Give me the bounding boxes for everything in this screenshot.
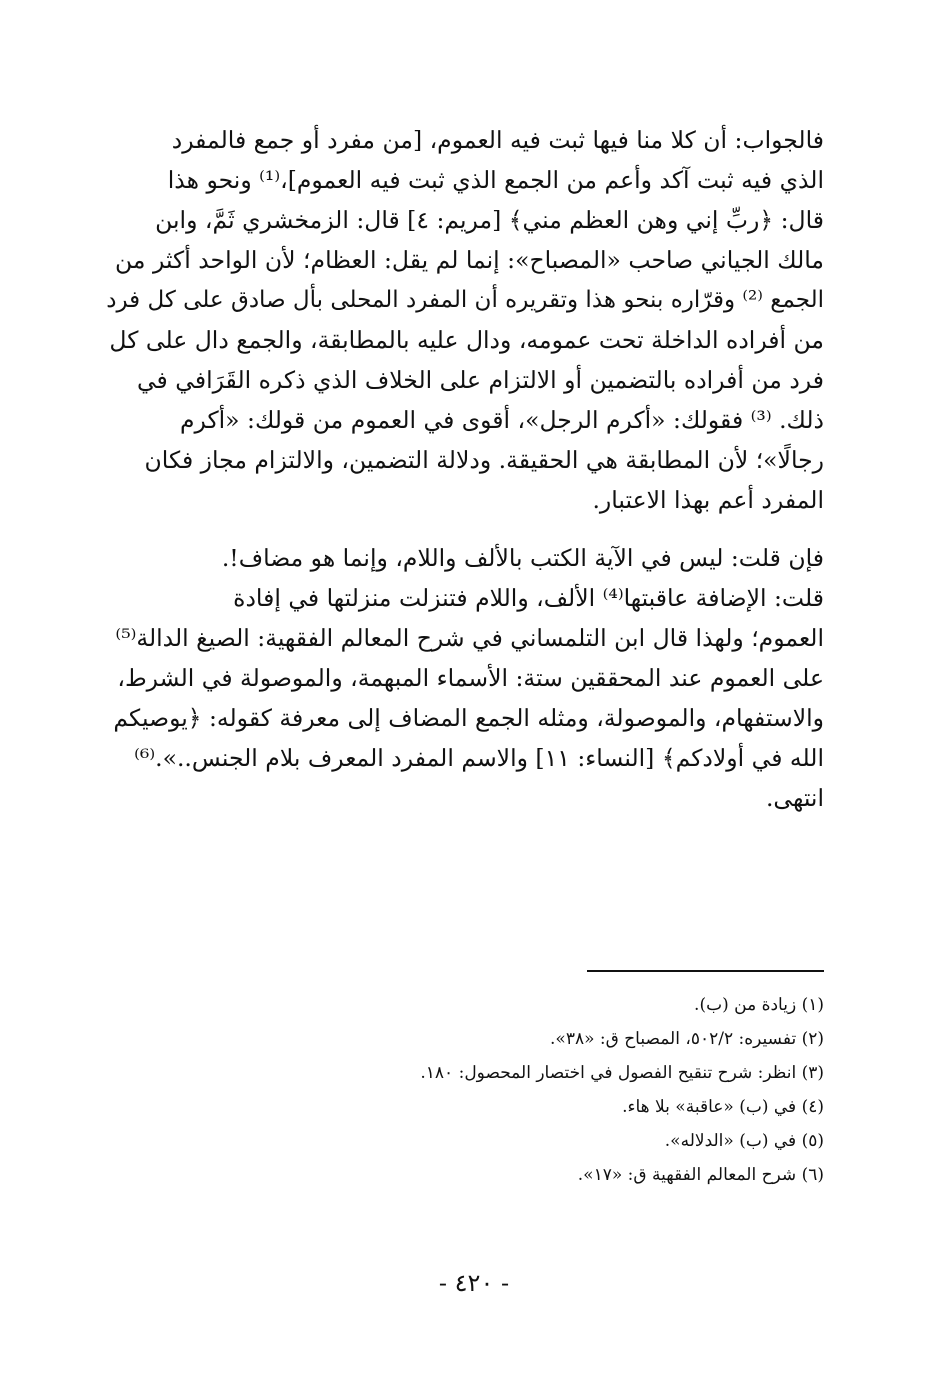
footnotes (300, 988, 824, 1192)
footnote: (٦) شرح المعالم الفقهية ق: «١٧». (577, 1165, 824, 1185)
footnote: (٢) تفسيره: ٥٠٢/٢، المصباح ق: «٣٨». (550, 1029, 824, 1049)
paragraph-gap (104, 520, 824, 538)
text-line: الذي فيه ثبت آكد وأعم من الجمع الذي ثبت فيه العموم]،⁽¹⁾ ونحو هذا (167, 166, 824, 194)
text-line: المفرد أعم بهذا الاعتبار. (592, 486, 824, 514)
text-line: فرد من أفراده بالتضمين أو الالتزام على الخلاف الذي ذكره القَرَافي في (136, 366, 824, 394)
text-line: رجالًا»؛ لأن المطابقة هي الحقيقة. ودلالة التضمين، والالتزام مجاز فكان (144, 446, 824, 474)
footnote: (٤) في (ب) «عاقبة» بلا هاء. (622, 1097, 824, 1117)
text-line: فإن قلت: ليس في الآية الكتب بالألف واللام، وإنما هو مضاف!. (221, 544, 824, 572)
text-line: مالك الجياني صاحب «المصباح»: إنما لم يقل: العظام؛ لأن الواحد أكثر من (115, 246, 824, 274)
footnote: (٣) انظر: شرح تنقيح الفصول في اختصار المحصول: ١٨٠. (420, 1063, 824, 1083)
footnote: (١) زيادة من (ب). (694, 995, 824, 1015)
page-number: - ٤٢٠ - (438, 1269, 510, 1297)
text-line: قلت: الإضافة عاقبتها⁽⁴⁾ الألف، واللام فتنزلت منزلتها في إفادة (233, 584, 824, 612)
footnote: (٥) في (ب) «الدلاله». (664, 1131, 824, 1151)
text-line: فالجواب: أن كلا منا فيها ثبت فيه العموم، [من مفرد أو جمع فالمفرد (171, 126, 824, 154)
text-line: الجمع ⁽²⁾ وقرّاره بنحو هذا وتقريره أن المفرد المحلى بأل صادق على كل فرد (106, 287, 824, 313)
text-line: قال: ﴿ربِّ إني وهن العظم مني﴾ [مريم: ٤] قال: الزمخشري ثَمَّ، وابن (155, 206, 824, 234)
text-line: ذلك. ⁽³⁾ فقولك: «أكرم الرجل»، أقوى في العموم من قولك: «أكرم (179, 406, 824, 434)
footnote-divider (587, 970, 824, 972)
text-line: على العموم عند المحققين ستة: الأسماء المبهمة، والموصولة في الشرط، (117, 664, 824, 692)
text-line: العموم؛ ولهذا قال ابن التلمساني في شرح المعالم الفقهية: الصيغ الدالة⁽⁵⁾ (115, 624, 824, 652)
text-line: انتهى. (765, 784, 824, 812)
text-line: الله في أولادكم﴾ [النساء: ١١] والاسم المفرد المعرف بلام الجنس..».⁽⁶⁾ (134, 744, 824, 772)
main-text (104, 120, 824, 818)
text-line: من أفراده الداخلة تحت عمومه، ودال عليه بالمطابقة، والجمع دال على كل (109, 326, 824, 354)
text-line: والاستفهام، والموصولة، ومثله الجمع المضاف إلى معرفة كقوله: ﴿يوصيكم (113, 704, 824, 732)
